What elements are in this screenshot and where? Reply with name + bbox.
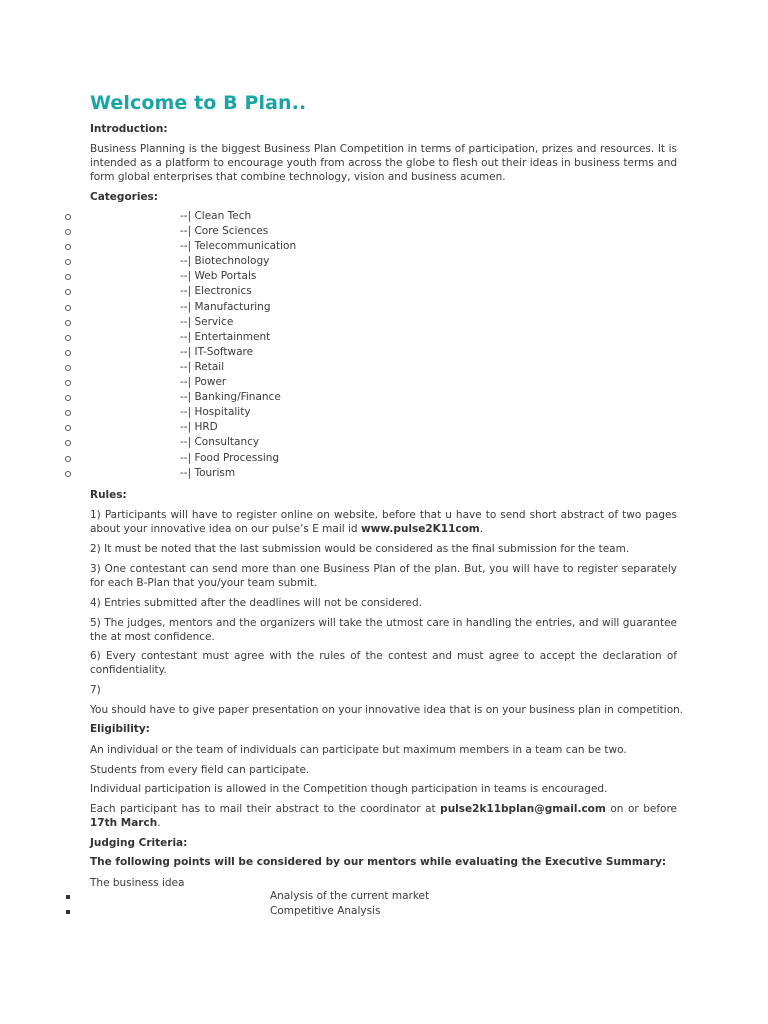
category-prefix: --| bbox=[180, 210, 192, 222]
square-bullet-icon bbox=[66, 895, 70, 899]
circle-bullet-icon bbox=[65, 456, 71, 462]
eligibility-2: Students from every field can participate. bbox=[90, 764, 310, 776]
category-item bbox=[0, 360, 400, 375]
category-name: Service bbox=[194, 315, 234, 328]
category-name: Consultancy bbox=[194, 436, 260, 449]
category-label bbox=[180, 284, 252, 299]
circle-bullet-icon bbox=[65, 305, 71, 311]
circle-bullet-icon bbox=[65, 259, 71, 265]
category-item bbox=[0, 209, 400, 224]
judging-item bbox=[0, 889, 500, 904]
category-label bbox=[180, 451, 279, 466]
category-name: Food Processing bbox=[194, 451, 280, 464]
eligibility-4-mid: on or before bbox=[605, 803, 677, 815]
category-label bbox=[180, 239, 296, 254]
circle-bullet-icon bbox=[65, 410, 71, 416]
category-name: Web Portals bbox=[194, 270, 257, 283]
category-item bbox=[0, 239, 400, 254]
category-item bbox=[0, 375, 400, 390]
rule-3: 3) One contestant can send more than one Business Plan of the plan. But, you will have to register separately for each B-Plan that you/your team submit. bbox=[90, 563, 677, 589]
judging-subheading: The following points will be considered by our mentors while evaluating the Executive Summary: bbox=[90, 856, 667, 868]
category-label bbox=[180, 466, 235, 481]
category-prefix: --| bbox=[180, 330, 192, 343]
eligibility-1: An individual or the team of individuals can participate but maximum members in a team can be two. bbox=[90, 744, 627, 756]
category-prefix: --| bbox=[180, 270, 192, 283]
category-prefix: --| bbox=[180, 436, 192, 449]
coordinator-email-link[interactable]: pulse2k11bplan@gmail.com bbox=[440, 803, 606, 815]
category-name: Retail bbox=[194, 360, 225, 373]
category-label bbox=[180, 269, 256, 284]
rule-5: 5) The judges, mentors and the organizers will take the utmost care in handling the entries, and will guarantee the at most confidence. bbox=[90, 617, 677, 643]
category-name: IT-Software bbox=[194, 345, 254, 358]
category-prefix: --| bbox=[180, 391, 192, 404]
category-label bbox=[180, 405, 251, 420]
circle-bullet-icon bbox=[65, 350, 71, 356]
category-label bbox=[180, 420, 218, 435]
category-label bbox=[180, 360, 224, 375]
category-name: Clean Tech bbox=[194, 210, 252, 222]
rule-7-text: You should have to give paper presentation on your innovative idea that is on your business plan in competition. bbox=[90, 704, 684, 716]
category-item bbox=[0, 315, 400, 330]
category-prefix: --| bbox=[180, 421, 192, 434]
circle-bullet-icon bbox=[65, 244, 71, 250]
rule-7-number: 7) bbox=[90, 684, 101, 696]
category-item bbox=[0, 390, 400, 405]
category-item bbox=[0, 254, 400, 269]
category-item bbox=[0, 451, 400, 466]
category-item bbox=[0, 330, 400, 345]
category-name: HRD bbox=[194, 421, 218, 434]
eligibility-4-end: . bbox=[157, 817, 161, 829]
rule-1-end: . bbox=[479, 523, 484, 535]
category-prefix: --| bbox=[180, 315, 192, 328]
category-item bbox=[0, 420, 400, 435]
judging-intro: The business idea bbox=[90, 877, 185, 889]
deadline-date: 17th March bbox=[90, 817, 158, 829]
category-prefix: --| bbox=[180, 360, 192, 373]
category-label bbox=[180, 390, 281, 405]
circle-bullet-icon bbox=[65, 380, 71, 386]
judging-item-label: Competitive Analysis bbox=[270, 905, 381, 917]
eligibility-3: Individual participation is allowed in the Competition though participation in teams is encouraged. bbox=[90, 783, 608, 795]
circle-bullet-icon bbox=[65, 365, 71, 371]
categories-list bbox=[0, 209, 400, 481]
category-name: Telecommunication bbox=[194, 240, 297, 253]
categories-heading: Categories: bbox=[90, 191, 159, 203]
category-name: Biotechnology bbox=[194, 255, 270, 268]
category-name: Electronics bbox=[194, 285, 252, 298]
judging-list bbox=[0, 889, 500, 919]
circle-bullet-icon bbox=[65, 335, 71, 341]
rule-2: 2) It must be noted that the last submission would be considered as the final submission for the team. bbox=[90, 543, 630, 555]
category-prefix: --| bbox=[180, 255, 192, 268]
category-prefix: --| bbox=[180, 466, 192, 479]
circle-bullet-icon bbox=[65, 320, 71, 326]
category-label bbox=[180, 330, 270, 345]
category-prefix: --| bbox=[180, 300, 192, 313]
introduction-text: Business Planning is the biggest Business Plan Competition in terms of participation, prizes and resources. It is intended as a platform to encourage youth from across the globe to flesh out their ideas in business terms and form global enterprises that combine technology, vision and business acumen. bbox=[90, 143, 677, 183]
category-name: Power bbox=[194, 376, 227, 389]
category-item bbox=[0, 466, 400, 481]
category-label bbox=[180, 209, 251, 224]
category-prefix: --| bbox=[180, 406, 192, 419]
category-name: Entertainment bbox=[194, 330, 271, 343]
category-item bbox=[0, 284, 400, 299]
eligibility-heading: Eligibility: bbox=[90, 723, 150, 735]
category-label bbox=[180, 345, 253, 360]
category-name: Core Sciences bbox=[194, 225, 269, 238]
circle-bullet-icon bbox=[65, 395, 71, 401]
circle-bullet-icon bbox=[65, 274, 71, 280]
category-prefix: --| bbox=[180, 376, 192, 389]
category-label bbox=[180, 300, 271, 315]
eligibility-4-text: Each participant has to mail their abstract to the coordinator at bbox=[90, 803, 441, 815]
category-item bbox=[0, 269, 400, 284]
category-item bbox=[0, 345, 400, 360]
judging-item bbox=[0, 904, 500, 919]
category-label bbox=[180, 435, 259, 450]
circle-bullet-icon bbox=[65, 214, 71, 220]
category-prefix: --| bbox=[180, 225, 192, 238]
category-item bbox=[0, 405, 400, 420]
square-bullet-icon bbox=[66, 910, 70, 914]
rule-4: 4) Entries submitted after the deadlines will not be considered. bbox=[90, 597, 422, 609]
category-prefix: --| bbox=[180, 285, 192, 298]
category-item bbox=[0, 435, 400, 450]
judging-heading: Judging Criteria: bbox=[90, 837, 188, 849]
category-label bbox=[180, 375, 226, 390]
category-prefix: --| bbox=[180, 345, 192, 358]
category-prefix: --| bbox=[180, 451, 192, 464]
circle-bullet-icon bbox=[65, 471, 71, 477]
category-label bbox=[180, 315, 233, 330]
category-name: Hospitality bbox=[194, 406, 251, 419]
judging-item-label: Analysis of the current market bbox=[270, 890, 430, 902]
rule-6: 6) Every contestant must agree with the rules of the contest and must agree to accept the declaration of confidentiality. bbox=[90, 650, 677, 676]
category-name: Manufacturing bbox=[194, 300, 271, 313]
category-name: Banking/Finance bbox=[194, 391, 281, 404]
category-label bbox=[180, 224, 268, 239]
circle-bullet-icon bbox=[65, 425, 71, 431]
category-item bbox=[0, 300, 400, 315]
website-link[interactable]: www.pulse2K11com bbox=[360, 523, 480, 535]
rule-1-text: 1) Participants will have to register online on website, before that u have to send short abstract of two pages about your innovative idea on our pulse’s E mail id bbox=[90, 509, 677, 535]
page-title: Welcome to B Plan.. bbox=[90, 92, 307, 114]
category-name: Tourism bbox=[194, 466, 236, 479]
category-item bbox=[0, 224, 400, 239]
category-label bbox=[180, 254, 269, 269]
circle-bullet-icon bbox=[65, 229, 71, 235]
category-prefix: --| bbox=[180, 240, 192, 253]
circle-bullet-icon bbox=[65, 440, 71, 446]
rules-heading: Rules: bbox=[90, 489, 127, 501]
rule-1 bbox=[90, 508, 677, 536]
circle-bullet-icon bbox=[65, 289, 71, 295]
introduction-heading: Introduction: bbox=[90, 123, 168, 135]
eligibility-4 bbox=[90, 802, 677, 830]
